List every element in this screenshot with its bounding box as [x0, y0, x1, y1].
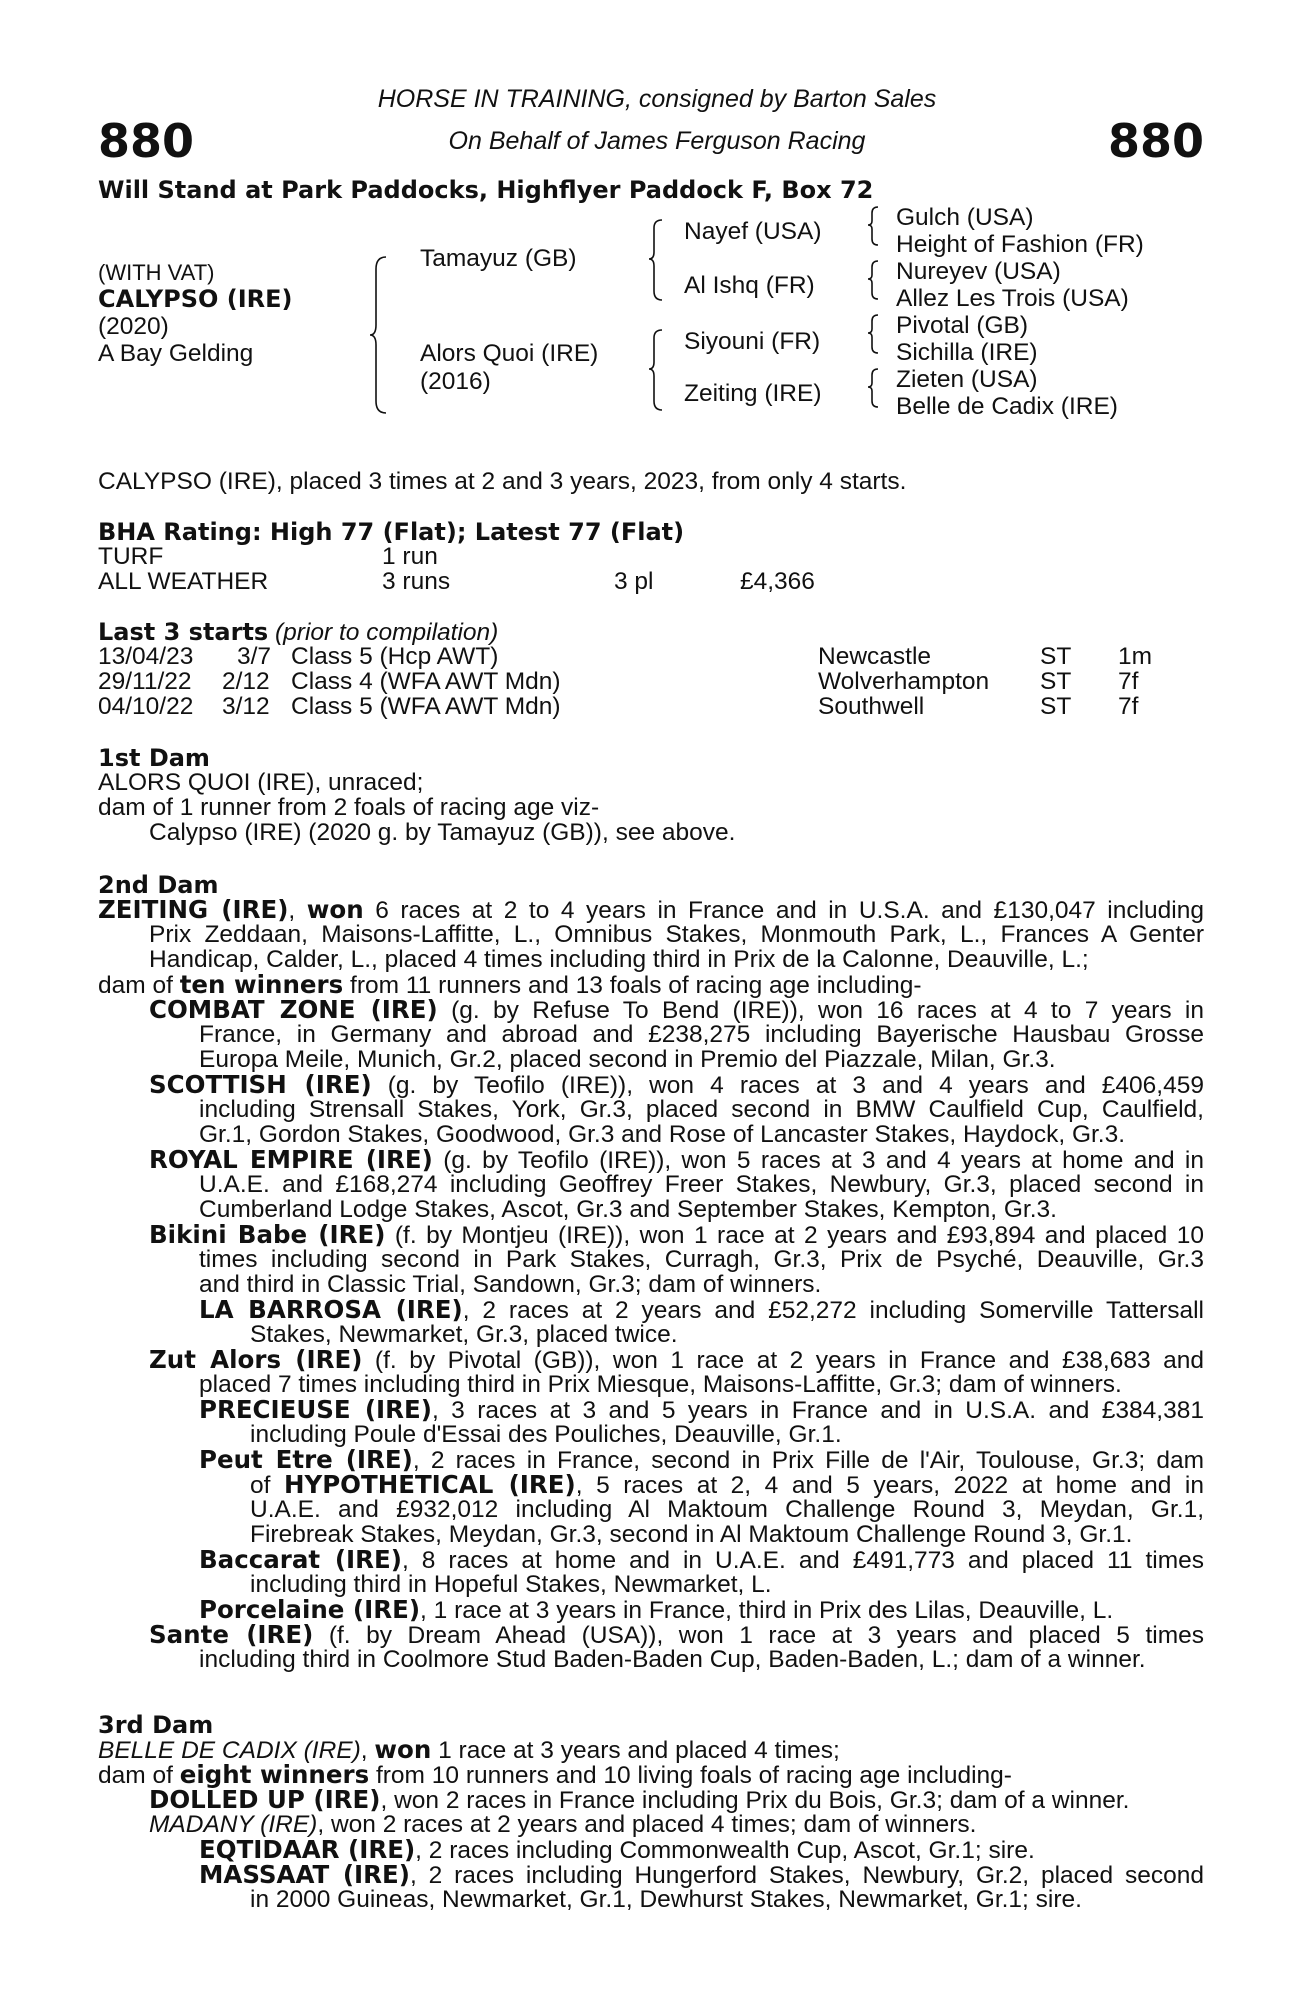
zeiting-line-3: Handicap, Calder, L., placed 4 times including third in Prix de la Calonne, Deauville, L.;	[149, 946, 1089, 973]
start-2-dist: 7f	[1118, 668, 1139, 695]
dam-year: (2016)	[420, 368, 491, 395]
start-2-date: 29/11/22	[98, 668, 192, 695]
precieuse-line-2: including Poule d'Essai des Pouliches, Deauville, Gr.1.	[250, 1421, 842, 1448]
start-2-pos: 2/12	[222, 668, 270, 695]
start-3-dist: 7f	[1118, 693, 1139, 720]
vat-label: (WITH VAT)	[98, 260, 215, 285]
belle-de-cadix-line-1: BELLE DE CADIX (IRE), won 1 race at 3 years and placed 4 times;	[98, 1735, 840, 1764]
royal-empire-line-3: Cumberland Lodge Stakes, Ascot, Gr.3 and September Stakes, Kempton, Gr.3.	[199, 1196, 1057, 1223]
sire-dam: Al Ishq (FR)	[684, 272, 815, 299]
vendor-line: On Behalf of James Ferguson Racing	[448, 127, 866, 155]
pedigree-brace-main	[372, 255, 392, 415]
sire-sire: Nayef (USA)	[684, 218, 822, 245]
zut-alors-line-2: placed 7 times including third in Prix Miesque, Maisons-Laffitte, Gr.3; dam of winners.	[199, 1371, 1122, 1398]
bikini-babe-line-3: and third in Classic Trial, Sandown, Gr.3; dam of winners.	[199, 1271, 822, 1298]
combat-zone-line-3: Europa Meile, Munich, Gr.2, placed second in Premio del Piazzale, Milan, Gr.3.	[199, 1046, 1056, 1073]
rating-aw-prize: £4,366	[740, 568, 815, 595]
massaat-line-1: MASSAAT (IRE), 2 races including Hungerford Stakes, Newbury, Gr.2, placed second	[199, 1860, 1205, 1889]
horse-name: CALYPSO (IRE)	[98, 285, 293, 313]
grand-6: Sichilla (IRE)	[896, 339, 1038, 366]
rating-aw-surface: ALL WEATHER	[98, 568, 269, 595]
sante-line-2: including third in Coolmore Stud Baden-Baden Cup, Baden-Baden, L.; dam of a winner.	[199, 1646, 1146, 1673]
massaat-line-2: in 2000 Guineas, Newmarket, Gr.1, Dewhurst Stakes, Newmarket, Gr.1; sire.	[250, 1886, 1082, 1913]
grand-4: Allez Les Trois (USA)	[896, 285, 1129, 312]
start-2-course: Wolverhampton	[818, 668, 990, 695]
combat-zone-line-1: COMBAT ZONE (IRE) (g. by Refuse To Bend (IRE)), won 16 races at 4 to 7 years in	[149, 995, 1204, 1024]
rating-turf-surface: TURF	[98, 543, 164, 570]
madany-line: MADANY (IRE), won 2 races at 2 years and placed 4 times; dam of winners.	[149, 1811, 977, 1838]
grand-3: Nureyev (USA)	[896, 258, 1061, 285]
race-summary: CALYPSO (IRE), placed 3 times at 2 and 3 years, 2023, from only 4 starts.	[98, 468, 907, 495]
bha-rating: BHA Rating: High 77 (Flat); Latest 77 (Flat)	[98, 518, 685, 546]
start-3-course: Southwell	[818, 693, 925, 720]
start-2-going: ST	[1040, 668, 1072, 695]
peut-etre-line-4: Firebreak Stakes, Meydan, Gr.3, second in Al Maktoum Challenge Round 3, Gr.1.	[250, 1521, 1133, 1548]
pedigree-brace-g2	[868, 259, 884, 301]
dam-name: Alors Quoi (IRE)	[420, 340, 599, 367]
la-barrosa-line-1: LA BARROSA (IRE), 2 races at 2 years and £52,272 including Somerville Tattersall	[199, 1295, 1204, 1324]
rating-aw-runs: 3 runs	[382, 568, 451, 595]
royal-empire-line-1: ROYAL EMPIRE (IRE) (g. by Teofilo (IRE)), won 5 races at 3 and 4 years at home and in	[149, 1145, 1205, 1174]
start-2-race: Class 4 (WFA AWT Mdn)	[291, 668, 561, 695]
la-barrosa-line-2: Stakes, Newmarket, Gr.3, placed twice.	[250, 1321, 678, 1348]
bikini-babe-line-1: Bikini Babe (IRE) (f. by Montjeu (IRE)), won 1 race at 2 years and £93,894 and placed 10	[149, 1220, 1205, 1249]
baccarat-line-2: including third in Hopeful Stakes, Newmarket, L.	[250, 1571, 772, 1598]
horse-year: (2020)	[98, 313, 169, 340]
scottish-line-3: Gr.1, Gordon Stakes, Goodwood, Gr.3 and Rose of Lancaster Stakes, Haydock, Gr.3.	[199, 1121, 1126, 1148]
second-dam-heading: 2nd Dam	[98, 871, 219, 899]
royal-empire-line-2: U.A.E. and £168,274 including Geoffrey Freer Stakes, Newbury, Gr.3, placed second in	[199, 1171, 1204, 1198]
start-3-pos: 3/12	[222, 693, 270, 720]
start-1-course: Newcastle	[818, 643, 932, 670]
pedigree-brace-sire	[650, 218, 670, 303]
zeiting-line-1: ZEITING (IRE), won 6 races at 2 to 4 years in France and in U.S.A. and £130,047 including	[98, 895, 1204, 924]
grand-7: Zieten (USA)	[896, 366, 1038, 393]
zeiting-line-4: dam of ten winners from 11 runners and 13 foals of racing age including-	[98, 970, 922, 999]
combat-zone-line-2: France, in Germany and abroad and £238,275 including Bayerische Hausbau Grosse	[199, 1021, 1204, 1048]
grand-5: Pivotal (GB)	[896, 312, 1029, 339]
dam-dam: Zeiting (IRE)	[684, 380, 822, 407]
dolled-up-line: DOLLED UP (IRE), won 2 races in France including Prix du Bois, Gr.3; dam of a winner.	[149, 1785, 1130, 1814]
third-dam-heading: 3rd Dam	[98, 1711, 214, 1739]
stand-location: Will Stand at Park Paddocks, Highflyer Paddock F, Box 72	[98, 176, 874, 204]
sante-line-1: Sante (IRE) (f. by Dream Ahead (USA)), won 1 race at 3 years and placed 5 times	[149, 1620, 1204, 1649]
start-3-date: 04/10/22	[98, 693, 194, 720]
pedigree-brace-g4	[868, 367, 884, 409]
lot-number-right: 880	[1107, 114, 1204, 168]
pedigree-brace-g1	[868, 205, 884, 247]
start-3-going: ST	[1040, 693, 1072, 720]
first-dam-line-1: ALORS QUOI (IRE), unraced;	[98, 769, 424, 796]
start-1-going: ST	[1040, 643, 1072, 670]
sire-name: Tamayuz (GB)	[420, 245, 577, 272]
belle-de-cadix-line-2: dam of eight winners from 10 runners and 10 living foals of racing age including-	[98, 1760, 1012, 1789]
bikini-babe-line-2: times including second in Park Stakes, Curragh, Gr.3, Prix de Psyché, Deauville, Gr.3	[199, 1246, 1204, 1273]
start-1-date: 13/04/23	[98, 643, 194, 670]
scottish-line-2: including Strensall Stakes, York, Gr.3, placed second in BMW Caulfield Cup, Caulfield,	[199, 1096, 1204, 1123]
first-dam-heading: 1st Dam	[98, 744, 210, 772]
dam-sire: Siyouni (FR)	[684, 328, 821, 355]
last-starts-heading: Last 3 starts (prior to compilation)	[98, 618, 499, 646]
grand-8: Belle de Cadix (IRE)	[896, 393, 1118, 420]
first-dam-line-3: Calypso (IRE) (2020 g. by Tamayuz (GB)), see above.	[149, 819, 736, 846]
start-1-dist: 1m	[1118, 643, 1153, 670]
rating-turf-runs: 1 run	[382, 543, 438, 570]
zeiting-line-2: Prix Zeddaan, Maisons-Laffitte, L., Omnibus Stakes, Monmouth Park, L., Frances A Genter	[149, 921, 1204, 948]
lot-number-left: 880	[98, 114, 195, 168]
consignor-line: HORSE IN TRAINING, consigned by Barton Sales	[377, 85, 937, 113]
grand-2: Height of Fashion (FR)	[896, 231, 1144, 258]
horse-description: A Bay Gelding	[98, 340, 254, 367]
peut-etre-line-2: of HYPOTHETICAL (IRE), 5 races at 2, 4 and 5 years, 2022 at home and in	[250, 1470, 1204, 1499]
start-1-race: Class 5 (Hcp AWT)	[291, 643, 499, 670]
baccarat-line-1: Baccarat (IRE), 8 races at home and in U.A.E. and £491,773 and placed 11 times	[199, 1545, 1204, 1574]
precieuse-line-1: PRECIEUSE (IRE), 3 races at 3 and 5 years in France and in U.S.A. and £384,381	[199, 1395, 1204, 1424]
zut-alors-line-1: Zut Alors (IRE) (f. by Pivotal (GB)), won 1 race at 2 years in France and £38,683 and	[149, 1345, 1204, 1374]
porcelaine-line-1: Porcelaine (IRE), 1 race at 3 years in France, third in Prix des Lilas, Deauville, L.	[199, 1595, 1114, 1624]
rating-aw-placed: 3 pl	[614, 568, 654, 595]
start-1-pos: 3/7	[237, 643, 272, 670]
pedigree-brace-g3	[868, 313, 884, 355]
peut-etre-line-1: Peut Etre (IRE), 2 races in France, second in Prix Fille de l'Air, Toulouse, Gr.3; dam	[199, 1445, 1204, 1474]
start-3-race: Class 5 (WFA AWT Mdn)	[291, 693, 561, 720]
grand-1: Gulch (USA)	[896, 204, 1034, 231]
pedigree-brace-dam	[650, 328, 670, 413]
scottish-line-1: SCOTTISH (IRE) (g. by Teofilo (IRE)), won 4 races at 3 and 4 years and £406,459	[149, 1070, 1204, 1099]
peut-etre-line-3: U.A.E. and £932,012 including Al Maktoum Challenge Round 3, Meydan, Gr.1,	[250, 1496, 1204, 1523]
first-dam-line-2: dam of 1 runner from 2 foals of racing age viz-	[98, 794, 600, 821]
eqtidaar-line: EQTIDAAR (IRE), 2 races including Commonwealth Cup, Ascot, Gr.1; sire.	[199, 1835, 1035, 1864]
